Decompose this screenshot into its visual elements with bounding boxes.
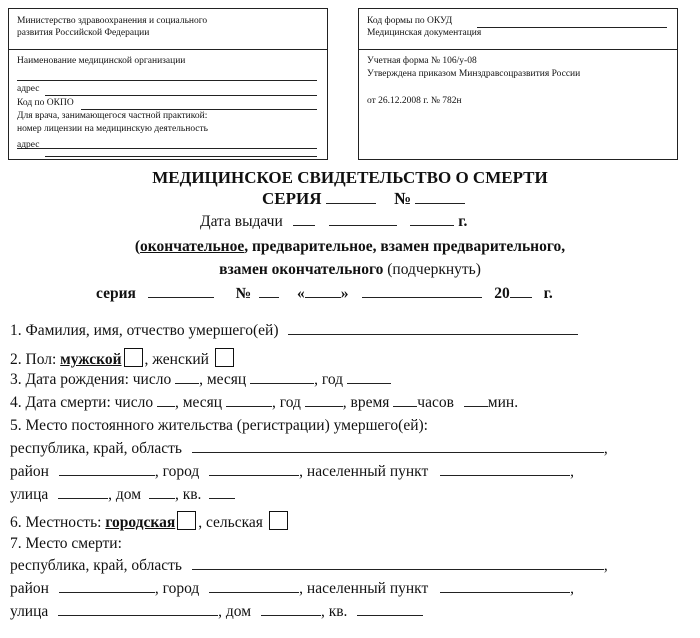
item-7: 7. Место смерти: [10,535,122,552]
comma: , [603,557,608,574]
comma: , [603,440,608,457]
death-region-label: республика, край, область [10,557,182,574]
residence-street-row [10,486,235,504]
address2-label: адрес [17,140,40,150]
sex-label: 2. Пол: [10,351,57,368]
apartment-label: , кв. [174,486,202,503]
house-field[interactable] [149,497,175,499]
death-city-label: , город [154,580,200,597]
street-label: улица [10,486,49,503]
status-line2 [0,261,700,279]
item-3 [10,371,391,389]
form-info-box [358,8,678,160]
death-year-label: , год [271,394,301,411]
approved-by: Утверждена приказом Минздравсоцразвития России [367,69,581,79]
birth-month-field[interactable] [250,382,314,384]
death-settlement-label: , населенный пункт [299,580,429,597]
death-district-field[interactable] [59,591,155,593]
locality-urban-checkbox[interactable] [177,511,196,530]
item-1 [10,322,578,340]
issue-year-suffix: г. [458,213,468,230]
settlement-label: , населенный пункт [299,463,429,480]
number-field[interactable] [415,202,465,204]
death-street-label: улица [10,603,49,620]
document-title: МЕДИЦИНСКОЕ СВИДЕТЕЛЬСТВО О СМЕРТИ [152,168,548,187]
license-label: номер лицензии на медицинскую деятельность [17,124,209,134]
private-practice-label: Для врача, занимающегося частной практикой: [17,111,208,121]
death-district-label: район [10,580,49,597]
birth-day-field[interactable] [175,382,199,384]
death-house-field[interactable] [261,614,321,616]
region-field[interactable] [192,451,604,453]
birth-year-label: , год [314,371,344,388]
death-month-label: , месяц [174,394,223,411]
status-instead-final[interactable]: взамен окончательного [219,261,384,278]
okud-label: Код формы по ОКУД [367,16,453,26]
org-name-label: Наименование медицинской организации [17,56,186,66]
sex-female-label: , женский [144,351,209,368]
birth-month-label: , месяц [199,371,247,388]
death-house-label: , дом [218,603,252,620]
form-number: Учетная форма № 106/у-08 [367,56,477,66]
death-city-field[interactable] [209,591,299,593]
death-hours-field[interactable] [393,405,417,407]
locality-label: 6. Местность: [10,514,102,531]
license-line[interactable] [17,147,317,149]
death-month-field[interactable] [226,405,272,407]
hours-label: часов [417,394,454,411]
issue-year-field[interactable] [410,224,454,226]
minutes-label: мин. [487,394,519,411]
quote-close: » [340,285,349,302]
month-field[interactable] [362,296,482,298]
ministry-line2: развития Российской Федерации [17,28,150,38]
okpo-label: Код по ОКПО [17,98,74,108]
death-district-row [10,580,574,598]
death-region-field[interactable] [192,568,604,570]
settlement-field[interactable] [440,474,570,476]
residence-district-row [10,463,574,481]
number-lower-label: № [235,285,252,302]
death-region-row [10,557,608,575]
divider [9,49,327,50]
number-lower-field[interactable] [259,296,279,298]
item-4 [10,394,518,412]
death-day-label: 4. Дата смерти: число [10,394,154,411]
comma: , [570,580,575,597]
city-label: , город [154,463,200,480]
house-label: , дом [108,486,142,503]
order-date: от 26.12.2008 г. № 782н [367,96,462,106]
district-label: район [10,463,49,480]
region-label: республика, край, область [10,440,182,457]
birth-day-label: 3. Дата рождения: число [10,371,172,388]
okud-line[interactable] [477,26,667,28]
year-prefix: 20 [494,285,510,302]
sex-male-label: мужской [60,351,122,368]
organization-box [8,8,328,160]
issue-month-field[interactable] [329,224,397,226]
birth-year-field[interactable] [347,382,391,384]
series-label: СЕРИЯ [262,189,322,208]
death-settlement-field[interactable] [440,591,570,593]
item-6 [10,511,290,532]
series-row [262,189,465,209]
series-lower-label: серия [96,285,136,302]
number-label: № [394,189,412,208]
apartment-field[interactable] [209,497,235,499]
city-field[interactable] [209,474,299,476]
series-lower-field[interactable] [148,296,214,298]
issue-date-row [200,213,467,231]
death-day-field[interactable] [157,405,175,407]
death-year-field[interactable] [305,405,343,407]
status-prelim[interactable]: предварительное, взамен предварительного, [252,238,566,255]
comma: , [244,238,249,255]
death-apartment-field[interactable] [357,614,423,616]
item-5: 5. Место постоянного жительства (регистрации) умершего(ей): [10,417,428,434]
day-field[interactable] [305,296,341,298]
sex-male-checkbox[interactable] [124,348,143,367]
org-name-line[interactable] [17,79,317,81]
quote-open: « [296,285,305,302]
med-doc-label: Медицинская документация [367,28,482,38]
year-field[interactable] [510,296,532,298]
death-time-label: , время [342,394,390,411]
open-paren: ( [134,238,141,255]
street-field[interactable] [58,497,108,499]
death-minutes-field[interactable] [464,405,488,407]
death-street-row [10,603,423,621]
divider [359,49,677,50]
fullname-field[interactable] [288,333,578,335]
locality-rural-checkbox[interactable] [269,511,288,530]
year-g: г. [543,285,553,302]
series-date-row [96,285,553,303]
issue-date-label: Дата выдачи [200,213,283,230]
death-street-field[interactable] [58,614,218,616]
underline-note: (подчеркнуть) [387,261,481,278]
locality-rural-label: , сельская [198,514,263,531]
item-2 [10,348,236,369]
comma: , [570,463,575,480]
address-line[interactable] [45,94,317,96]
status-line1 [0,238,700,256]
fullname-label: 1. Фамилия, имя, отчество умершего(ей) [10,322,279,339]
ministry-line1: Министерство здравоохранения и социального [17,16,208,26]
address2-line[interactable] [45,155,317,157]
address-label: адрес [17,84,40,94]
residence-region-row [10,440,608,458]
issue-day-field[interactable] [293,224,315,226]
series-field[interactable] [326,202,376,204]
locality-urban-label: городская [105,514,176,531]
death-apartment-label: , кв. [320,603,348,620]
sex-female-checkbox[interactable] [215,348,234,367]
district-field[interactable] [59,474,155,476]
status-final[interactable]: окончательное [140,238,245,255]
